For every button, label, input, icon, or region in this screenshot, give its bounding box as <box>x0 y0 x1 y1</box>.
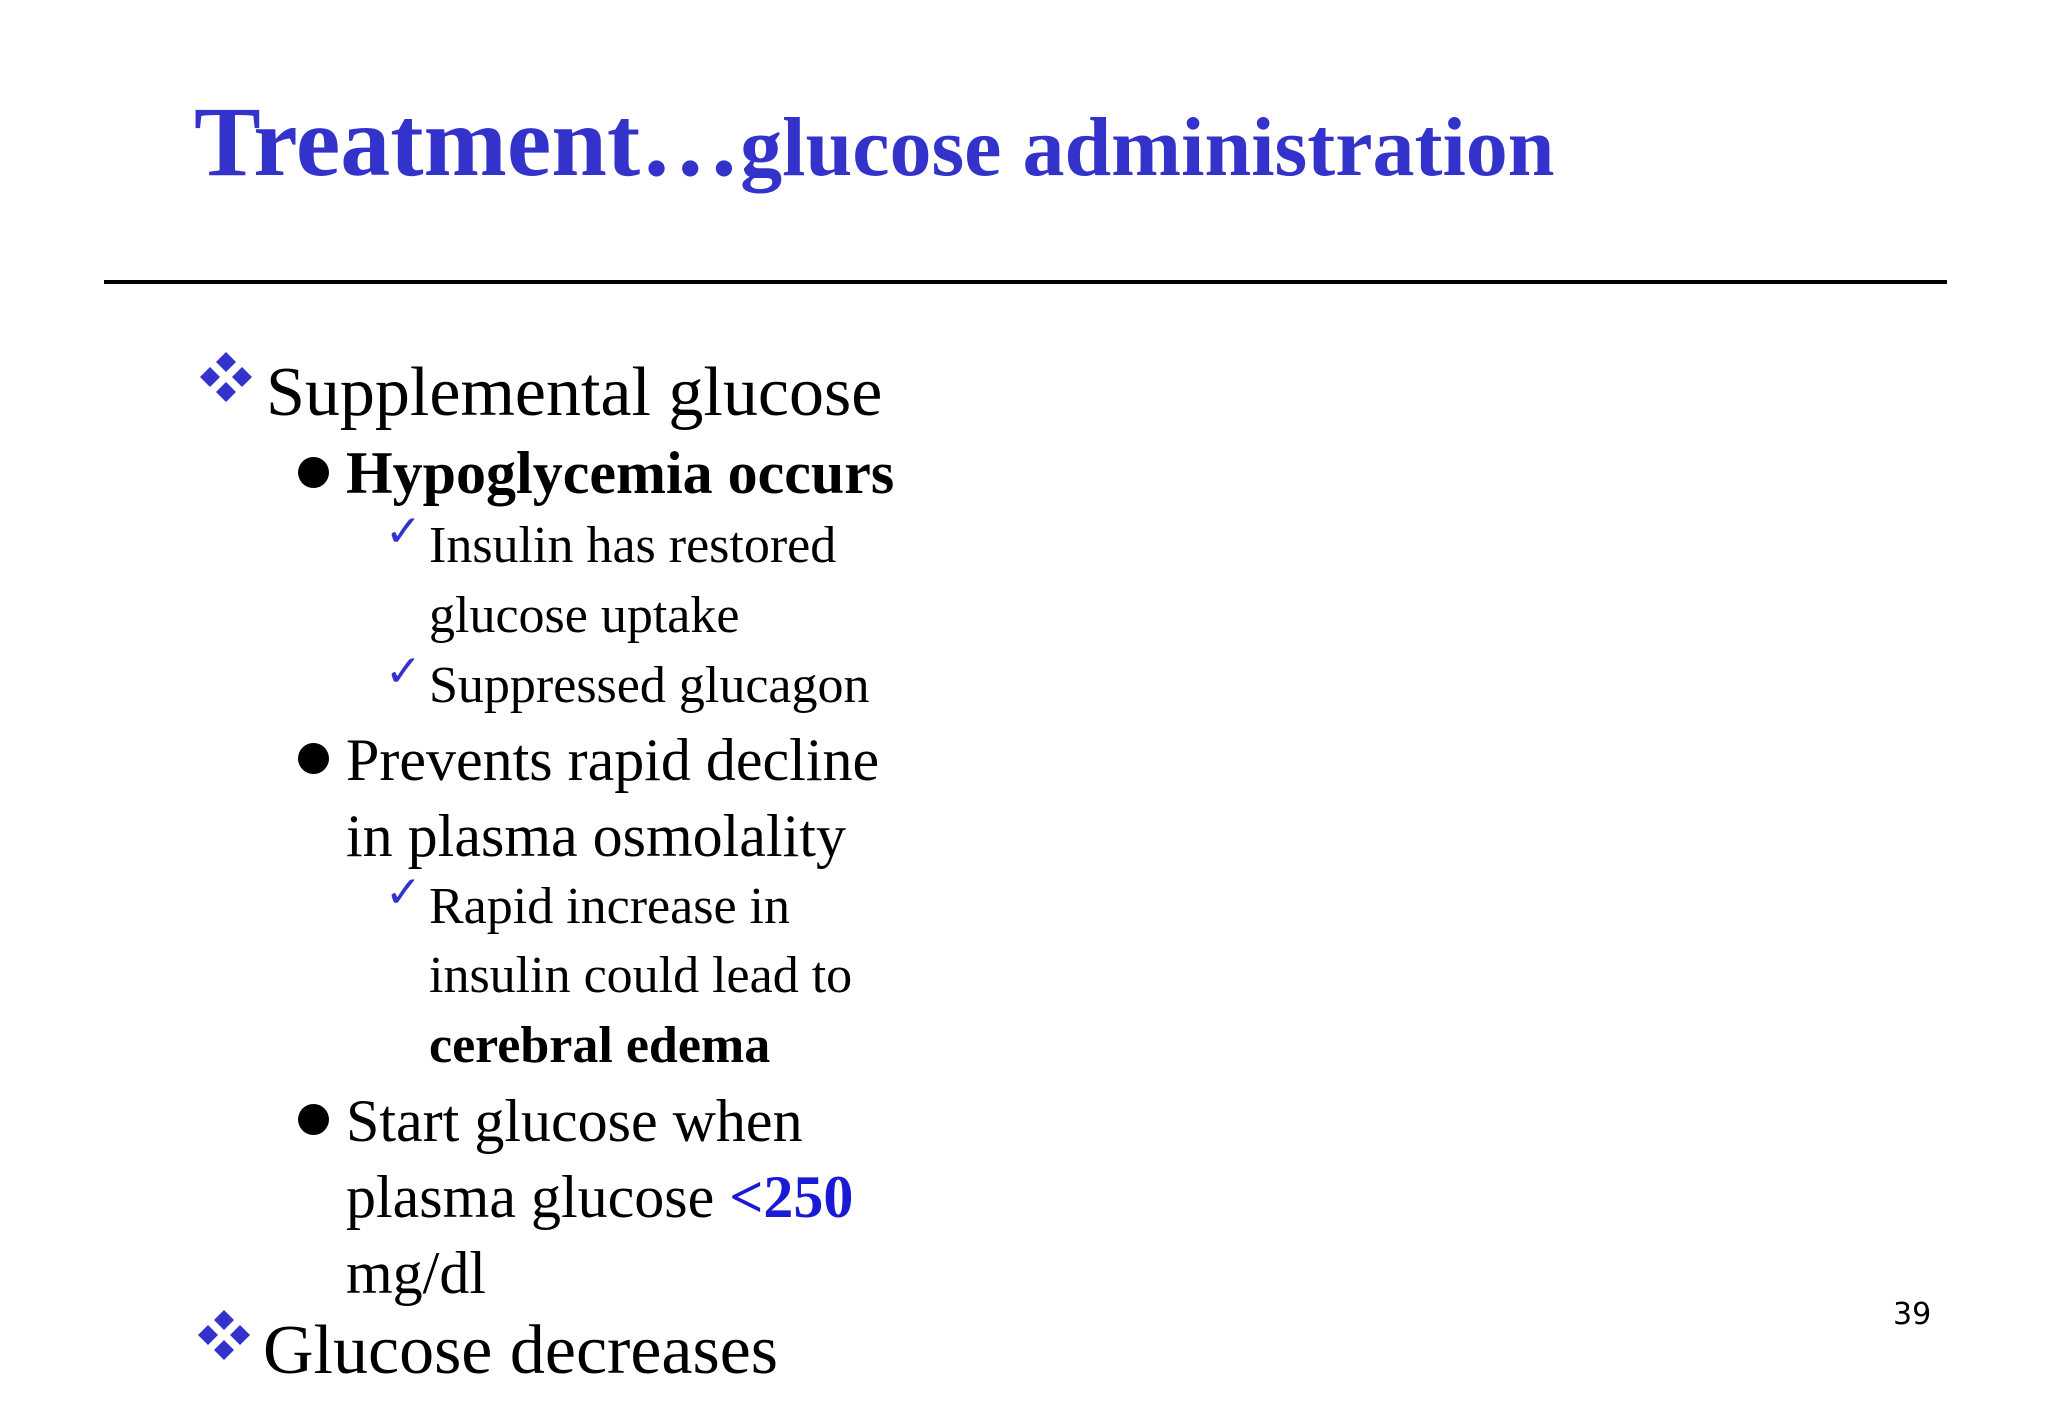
slide-title-sub: glucose administration <box>740 101 1555 194</box>
bullet-supplemental-glucose: Supplemental glucose <box>266 354 883 431</box>
dot-bullet-icon <box>298 1104 329 1135</box>
bullet-insulin-restored-line1: Insulin has restored <box>429 517 837 574</box>
bullet-start-glucose-text: plasma glucose <box>346 1164 730 1230</box>
diamond-bullet-icon <box>200 352 252 402</box>
glucose-threshold-value: <250 <box>729 1164 854 1230</box>
title-divider <box>104 280 1947 284</box>
bullet-rapid-increase-line3: cerebral edema <box>429 1017 771 1074</box>
slide-title <box>194 86 1555 197</box>
dot-bullet-icon <box>298 743 329 774</box>
bullet-start-glucose-line1: Start glucose when <box>346 1088 803 1154</box>
diamond-bullet-icon <box>198 1310 250 1360</box>
bullet-hypoglycemia-occurs: Hypoglycemia occurs <box>346 440 895 506</box>
slide-title-main: Treatment… <box>194 86 741 197</box>
page-number: 39 <box>1893 1297 1932 1332</box>
bullet-start-glucose-line3: mg/dl <box>346 1240 487 1306</box>
bullet-insulin-restored-line2: glucose uptake <box>429 587 740 644</box>
dot-bullet-icon <box>298 457 329 488</box>
checkmark-icon: ✓ <box>385 867 422 918</box>
bullet-glucose-decreases: Glucose decreases <box>263 1312 779 1389</box>
bullet-prevents-decline-line1: Prevents rapid decline <box>346 727 880 793</box>
checkmark-icon: ✓ <box>385 646 422 697</box>
bullet-rapid-increase-line1: Rapid increase in <box>429 878 790 935</box>
bullet-prevents-decline-line2: in plasma osmolality <box>346 803 846 869</box>
checkmark-icon: ✓ <box>385 506 422 557</box>
bullet-rapid-increase-line2: insulin could lead to <box>429 947 853 1004</box>
bullet-start-glucose-line2 <box>346 1164 854 1230</box>
bullet-suppressed-glucagon: Suppressed glucagon <box>429 657 870 714</box>
